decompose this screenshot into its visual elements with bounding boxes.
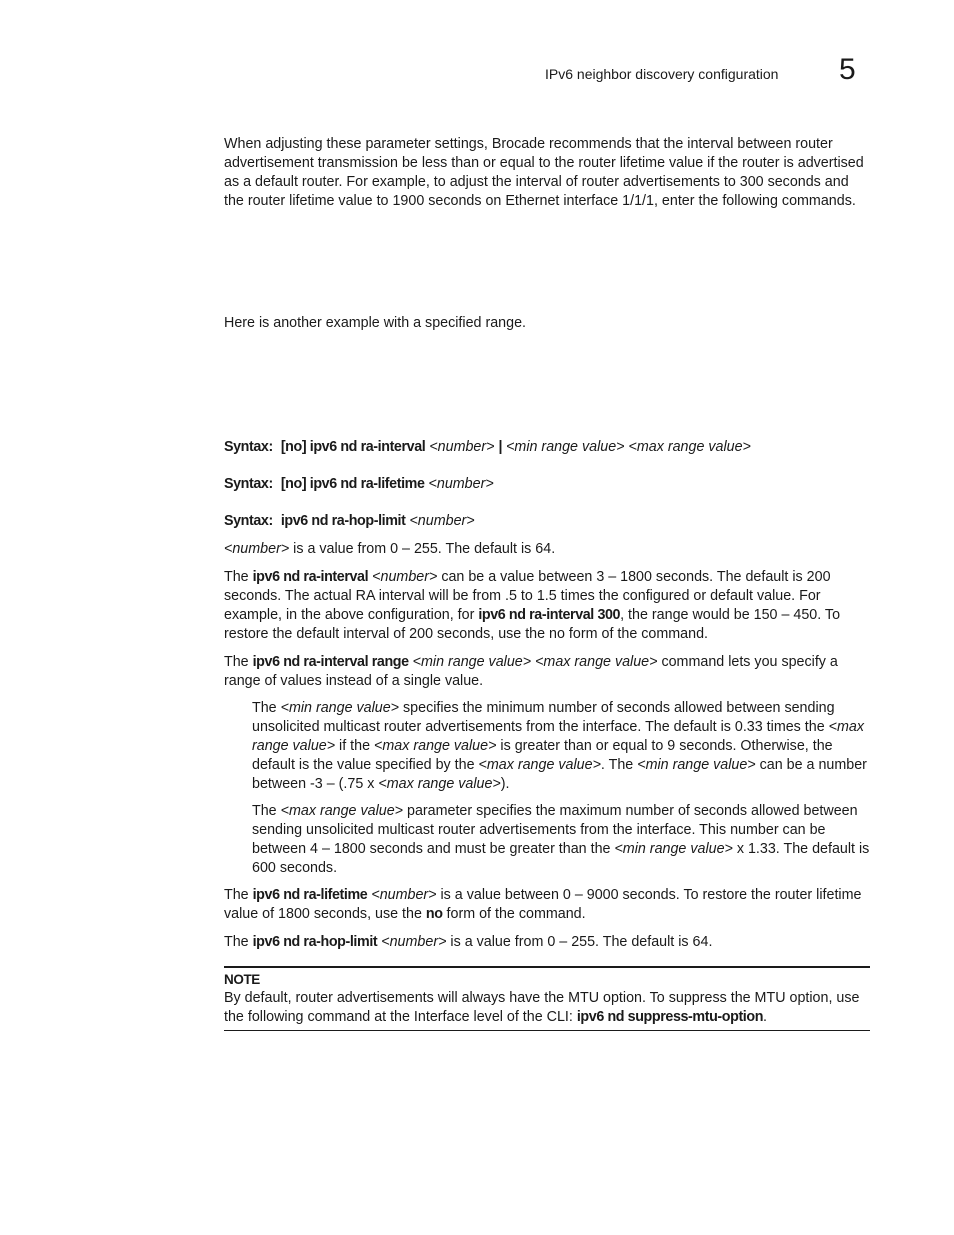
note-label: NOTE <box>224 972 260 987</box>
text-run: The <box>224 569 253 585</box>
text-run: The <box>224 887 253 903</box>
text-run: can be a value between 3 – 1800 seconds. The default is 200 seconds. The actual RA interval will be from .5 to 1.5 times the configured or default value. For example, in the above configuration, for <box>224 569 831 623</box>
syntax-label: Syntax: <box>224 439 273 455</box>
text-run: is a value from 0 – 255. The default is 64. <box>446 934 713 950</box>
command-ref: ipv6 nd ra-interval 300 <box>478 607 621 623</box>
max-range-description <box>252 802 870 878</box>
param-name: <max range value> <box>478 757 601 773</box>
syntax-arg: <max range value> <box>628 439 751 455</box>
note-bottom-rule <box>224 1030 870 1031</box>
syntax-label: Syntax: <box>224 476 273 492</box>
syntax-command: [no] ipv6 nd ra-lifetime <box>280 476 425 492</box>
range-example-paragraph: Here is another example with a specified range. <box>224 315 526 331</box>
note-text <box>224 989 870 1027</box>
param-name: <min range value> <box>412 654 532 670</box>
text-run: specifies the minimum number of seconds allowed between sending unsolicited multicast router advertisements from the interface. The default is 0.33 times the <box>252 700 835 735</box>
syntax-ra-interval <box>224 438 870 457</box>
syntax-arg: <number> <box>428 476 494 492</box>
text-run: parameter specifies the maximum number of seconds allowed between sending unsolicited multicast router advertisements from the interface. This number can be between 4 – 1800 seconds and must be greater than the <box>252 803 858 857</box>
param-name: <max range value> <box>252 719 865 754</box>
text-run: The <box>224 934 253 950</box>
chapter-number: 5 <box>839 53 856 86</box>
syntax-command: [no] ipv6 nd ra-interval <box>280 439 426 455</box>
command-ref: ipv6 nd ra-interval range <box>252 654 409 670</box>
range-description <box>224 653 870 691</box>
note-box <box>224 970 870 1027</box>
syntax-command: ipv6 nd ra-hop-limit <box>280 513 406 529</box>
intro-paragraph: When adjusting these parameter settings, Brocade recommends that the interval between router advertisement transmission be less than or equal to the router lifetime value if the router is advertised as a default router. For example, to adjust the interval of router advertisements to 300 seconds and the router lifetime value to 1900 seconds on Ethernet interface 1/1/1, enter the following commands. <box>224 136 864 209</box>
section-title: IPv6 neighbor discovery configuration <box>545 66 779 82</box>
ra-interval-description <box>224 568 870 644</box>
param-name: <min range value> <box>280 700 400 716</box>
text-run: command lets you specify a range of values instead of a single value. <box>224 654 838 689</box>
text-run: is greater than or equal to 9 seconds. Otherwise, the default is the value specified by the <box>252 738 833 773</box>
ra-lifetime-description <box>224 886 870 924</box>
text-run: . <box>763 1009 768 1025</box>
param-name: <number> <box>371 887 437 903</box>
text-run: if the <box>335 738 375 754</box>
param-text: is a value from 0 – 255. The default is 64. <box>289 541 556 557</box>
param-name: <number> <box>381 934 447 950</box>
ra-hop-limit-description <box>224 933 870 952</box>
text-run: . The <box>600 757 638 773</box>
text-run: , the range would be 150 – 450. To restore the default interval of 200 seconds, use the no form of the command. <box>224 607 841 642</box>
number-description <box>224 540 870 559</box>
param-name: <min range value> <box>614 841 733 857</box>
text-run: ). <box>500 776 510 792</box>
text-run: The <box>224 654 253 670</box>
command-ref: ipv6 nd ra-lifetime <box>252 887 368 903</box>
command-ref: ipv6 nd ra-hop-limit <box>252 934 378 950</box>
text-run: By default, router advertisements will always have the MTU option. To suppress the MTU option, use the following command at the Interface level of the CLI: <box>224 990 860 1025</box>
param-name: <number> <box>372 569 438 585</box>
text-run: x 1.33. The default is 600 seconds. <box>252 841 870 876</box>
syntax-arg: <number> <box>429 439 495 455</box>
text-run: is a value between 0 – 9000 seconds. To restore the router lifetime value of 1800 seconds, use the <box>224 887 862 922</box>
param-name: <min range value> <box>637 757 756 773</box>
command-ref: ipv6 nd ra-interval <box>252 569 369 585</box>
syntax-arg: <min range value> <box>506 439 625 455</box>
param-name: <number> <box>224 541 290 557</box>
param-name: <max range value> <box>535 654 658 670</box>
text-run: can be a number between -3 – (.75 x <box>252 757 867 792</box>
text-run: The <box>252 803 281 819</box>
param-name: <max range value> <box>374 738 497 754</box>
command-ref: ipv6 nd suppress-mtu-option <box>576 1009 764 1025</box>
keyword: no <box>425 906 443 922</box>
param-name: <max range value> <box>378 776 501 792</box>
syntax-separator: | <box>498 439 503 455</box>
syntax-label: Syntax: <box>224 513 273 529</box>
param-name: <max range value> <box>280 803 404 819</box>
note-top-rule <box>224 966 870 968</box>
min-range-description <box>252 699 870 794</box>
syntax-arg: <number> <box>409 513 475 529</box>
text-run: The <box>252 700 281 716</box>
syntax-ra-lifetime <box>224 475 870 494</box>
syntax-ra-hop-limit <box>224 512 870 531</box>
text-run: form of the command. <box>442 906 586 922</box>
